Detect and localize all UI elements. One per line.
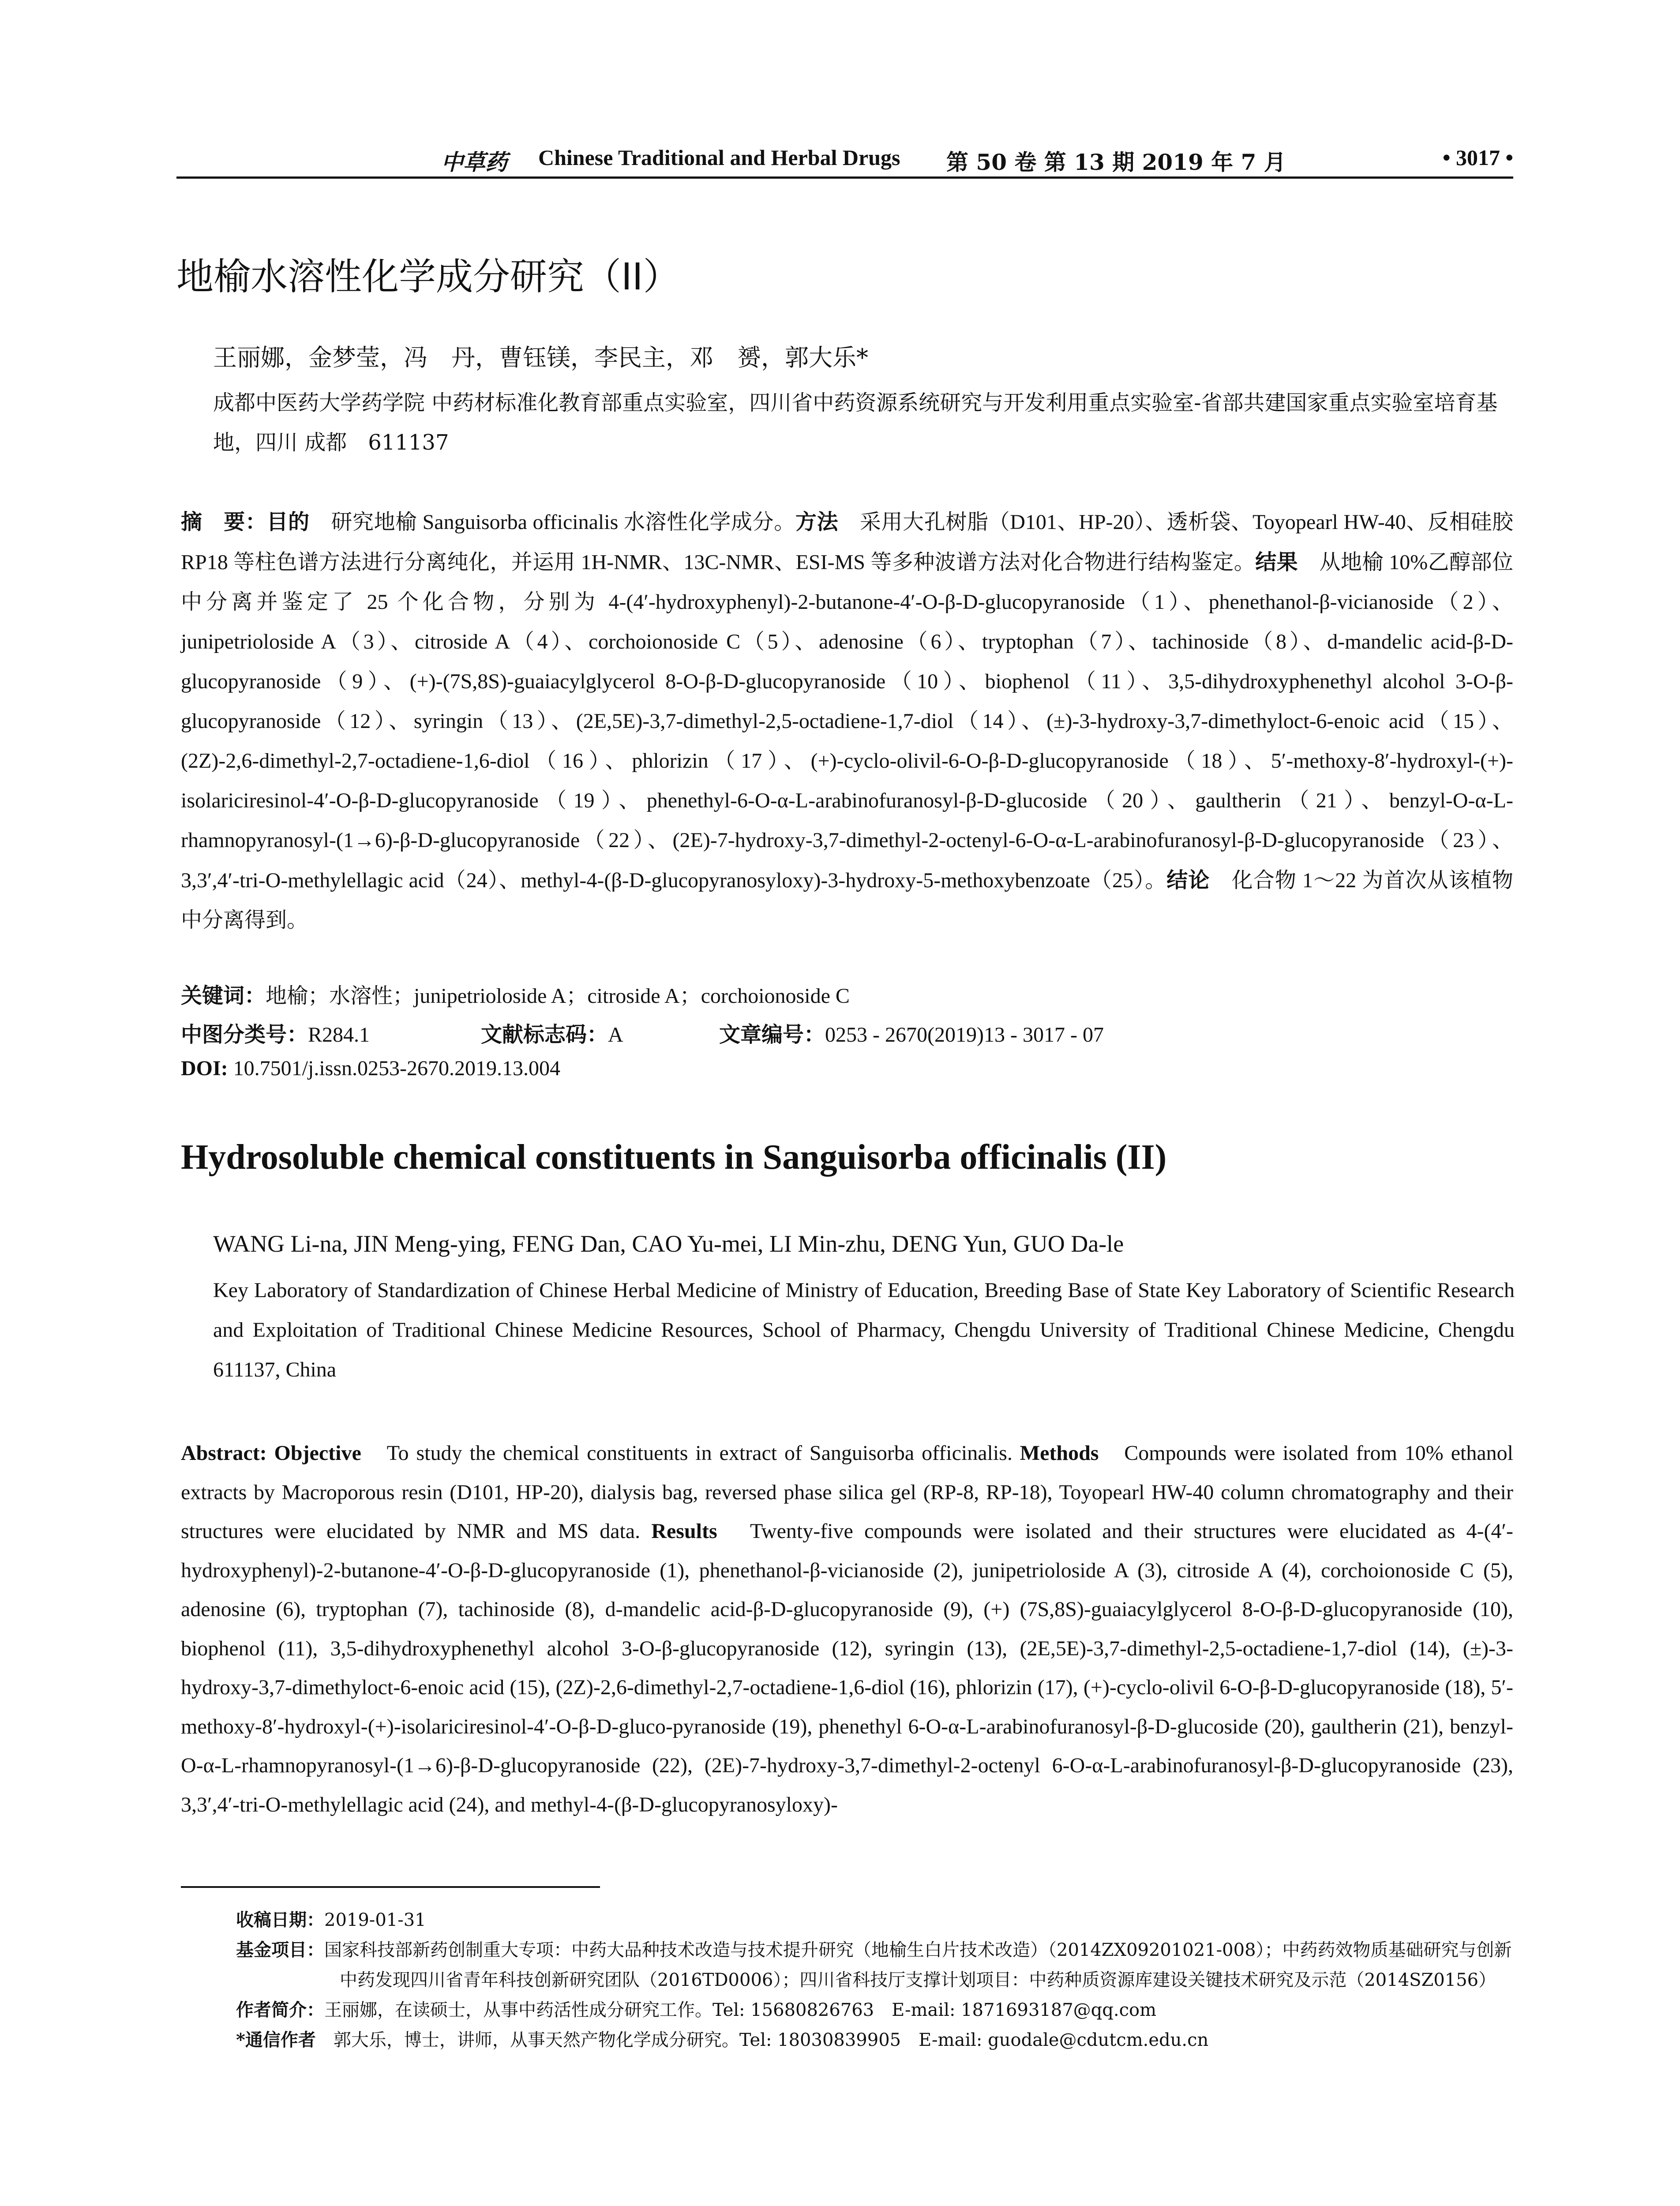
journal-issue: 第 50 卷 第 13 期 2019 年 7 月 <box>946 149 1286 175</box>
footnotes <box>236 1905 1515 2055</box>
footnote-received <box>236 1905 1515 1935</box>
article-no-field <box>719 1017 1104 1048</box>
article-no-label: 文章编号： <box>719 1022 825 1047</box>
header-rule <box>176 176 1513 179</box>
footnote-author <box>236 1995 1515 2025</box>
clc-field <box>181 1017 370 1048</box>
clc-value: R284.1 <box>308 1023 370 1047</box>
abstract-en-label: Abstract: Objective <box>181 1441 361 1465</box>
author-bio-label: 作者简介： <box>236 2000 324 2020</box>
abstract-cn-objective: 研究地榆 Sanguisorba officinalis 水溶性化学成分。 <box>309 510 795 534</box>
authors-cn: 王丽娜，金梦莹，冯 丹，曹钰镁，李民主，邓 赟，郭大乐* <box>213 344 868 371</box>
received-label: 收稿日期： <box>236 1910 324 1930</box>
keywords-cn-label: 关键词： <box>181 983 266 1008</box>
abstract-cn-conclusion-label: 结论 <box>1166 868 1210 893</box>
corresponding-label: *通信作者 <box>236 2030 316 2050</box>
fund-text: 国家科技部新药创制重大专项：中药大品种技术改造与技术提升研究（地榆生白片技术改造）（2014ZX09201021-008）；中药药效物质基础研究与创新中药发现四川省青年科技创新研究团队（2016TD0006）；四川省科技厅支撑计划项目：中药种质资源库建设关键技术研究及示范（2014SZ0156） <box>324 1940 1512 1990</box>
abstract-cn-results-label: 结果 <box>1255 550 1298 574</box>
page-number: • 3017 • <box>1442 145 1513 170</box>
classification-row <box>181 1017 1513 1048</box>
abstract-cn-methods: 采用大孔树脂（D101、HP-20）、透析袋、Toyopearl HW-40、反相硅胶 RP18 等柱色谱方法进行分离纯化，并运用 1H-NMR、13C-NMR、ESI-MS 等多种波谱方法对化合物进行结构鉴定。 <box>181 510 1513 574</box>
affiliation-cn: 成都中医药大学药学院 中药材标准化教育部重点实验室，四川省中药资源系统研究与开发利用重点实验室-省部共建国家重点实验室培育基地，四川 成都 611137 <box>213 390 1498 455</box>
footnote-fund <box>236 1935 1515 1995</box>
abstract-en-objective: To study the chemical constituents in extract of Sanguisorba officinalis. <box>361 1441 1020 1465</box>
abstract-cn-conclusion: 化合物 1～22 为首次从该植物中分离得到。 <box>181 869 1513 932</box>
footnote-corresponding <box>236 2025 1515 2055</box>
abstract-en-results: Twenty-five compounds were isolated and their structures were elucidated as 4-(4′-hydroxyphenyl)-2-butanone-4′-O-β-D-glucopyranoside (1), phenethanol-β-vicianoside (2), junipetrioloside A (3), citroside A (4), corchoionoside C (5), adenosine (6), tryptophan (7), tachinoside (8), d-mandelic acid-β-D-glucopyranoside (9), (+) (7S,8S)-guaiacylglycerol 8-O-β-D-glucopyranoside (10), biophenol (11), 3,5-dihydroxyphenethyl alcohol 3-O-β-glucopyranoside (12), syringin (13), (2E,5E)-3,7-dimethyl-2,5-octadiene-1,7-diol (14), (±)-3-hydroxy-3,7-dimethyloct-6-enoic acid (15), (2Z)-2,6-dimethyl-2,7-octadiene-1,6-diol (16), phlorizin (17), (+)-cyclo-olivil 6-O-β-D-glucopyranoside (18), 5′-methoxy-8′-hydroxyl-(+)-isolariciresinol-4′-O-β-D-gluco-pyranoside (19), phenethyl 6-O-α-L-arabinofuranosyl-β-D-glucoside (20), gaultherin (21), benzyl-O-α-L-rhamnopyranosyl-(1→6)-β-D-glucopyranoside (22), (2E)-7-hydroxy-3,7-dimethyl-2-octenyl 6-O-α-L-arabinofuranosyl-β-D-glucopyranoside (23), 3,3′,4′-tri-O-methylellagic acid (24), and methyl-4-(β-D-glucopyranosyloxy)- <box>181 1519 1514 1816</box>
abstract-en-methods-label: Methods <box>1020 1441 1099 1465</box>
doi-row <box>181 1056 560 1080</box>
doi-value: 10.7501/j.issn.0253-2670.2019.13.004 <box>228 1057 561 1080</box>
abstract-en-results-label: Results <box>651 1519 717 1543</box>
title-en: Hydrosoluble chemical constituents in Sanguisorba officinalis (II) <box>181 1138 1167 1177</box>
abstract-cn-objective-label: 目的 <box>266 510 310 534</box>
abstract-en-methods: Compounds were isolated from 10% ethanol extracts by Macroporous resin (D101, HP-20), dialysis bag, reversed phase silica gel (RP-8, RP-18), Toyopearl HW-40 column chromatography and their structures were elucidated by NMR and MS data. <box>181 1441 1513 1543</box>
corresponding-text: 郭大乐，博士，讲师，从事天然产物化学成分研究。Tel: 18030839905 E-mail: guodale@cdutcm.edu.cn <box>315 2030 1209 2050</box>
abstract-cn-label: 摘 要： <box>181 510 267 534</box>
doi-label: DOI: <box>181 1057 228 1080</box>
received-date: 2019-01-31 <box>324 1910 426 1930</box>
doc-code-field <box>481 1017 623 1048</box>
fund-label: 基金项目： <box>236 1940 324 1960</box>
keywords-cn-value: 地榆；水溶性；junipetrioloside A；citroside A；corchoionoside C <box>266 984 850 1008</box>
abstract-cn-methods-label: 方法 <box>795 510 839 534</box>
abstract-cn-results: 从地榆 10%乙醇部位中分离并鉴定了 25 个化合物，分别为 4-(4′-hydroxyphenyl)-2-butanone-4′-O-β-D-glucopyranoside（1）、phenethanol-β-vicianoside（2）、junipetrioloside A（3）、citroside A（4）、corchoionoside C（5）、adenosine（6）、tryptophan（7）、tachinoside（8）、d-mandelic acid-β-D-glucopyranoside（9）、(+)-(7S,8S)-guaiacylglycerol 8-O-β-D-glucopyranoside（10）、biophenol（11）、3,5-dihydroxyphenethyl alcohol 3-O-β-glucopyranoside（12）、syringin（13）、(2E,5E)-3,7-dimethyl-2,5-octadiene-1,7-diol（14）、(±)-3-hydroxy-3,7-dimethyloct-6-enoic acid（15）、(2Z)-2,6-dimethyl-2,7-octadiene-1,6-diol（16）、phlorizin（17）、(+)-cyclo-olivil-6-O-β-D-glucopyranoside（18）、5′-methoxy-8′-hydroxyl-(+)-isolariciresinol-4′-O-β-D-glucopyranoside（19）、phenethyl-6-O-α-L-arabinofuranosyl-β-D-glucoside（20）、gaultherin（21）、benzyl-O-α-L-rhamnopyranosyl-(1→6)-β-D-glucopyranoside（22）、(2E)-7-hydroxy-3,7-dimethyl-2-octenyl-6-O-α-L-arabinofuranosyl-β-D-glucopyranoside（23）、3,3′,4′-tri-O-methylellagic acid（24）、methyl-4-(β-D-glucopyranosyloxy)-3-hydroxy-5-methoxybenzoate（25）。 <box>181 551 1513 892</box>
journal-name-en: Chinese Traditional and Herbal Drugs <box>538 145 900 170</box>
doc-code-label: 文献标志码： <box>481 1022 608 1047</box>
affiliation-en: Key Laboratory of Standardization of Chinese Herbal Medicine of Ministry of Education, Breeding Base of State Key Laboratory of Scientific Research and Exploitation of Traditional Chinese Medicine Resources, School of Pharmacy, Chengdu University of Traditional Chinese Medicine, Chengdu 611137, China <box>213 1279 1515 1381</box>
article-no-value: 0253 - 2670(2019)13 - 3017 - 07 <box>825 1023 1104 1047</box>
abstract-cn <box>181 502 1513 940</box>
title-cn: 地榆水溶性化学成分研究（II） <box>176 255 680 298</box>
footnote-rule <box>181 1886 600 1888</box>
journal-name-cn: 中草药 <box>441 149 507 175</box>
running-header <box>176 140 1513 176</box>
doc-code-value: A <box>608 1023 623 1047</box>
authors-en: WANG Li-na, JIN Meng-ying, FENG Dan, CAO Yu-mei, LI Min-zhu, DENG Yun, GUO Da-le <box>213 1231 1124 1257</box>
abstract-en <box>181 1434 1513 1824</box>
keywords-cn <box>181 979 850 1009</box>
author-bio-text: 王丽娜，在读硕士，从事中药活性成分研究工作。Tel: 15680826763 E-mail: 1871693187@qq.com <box>324 2000 1157 2020</box>
clc-label: 中图分类号： <box>181 1022 308 1047</box>
